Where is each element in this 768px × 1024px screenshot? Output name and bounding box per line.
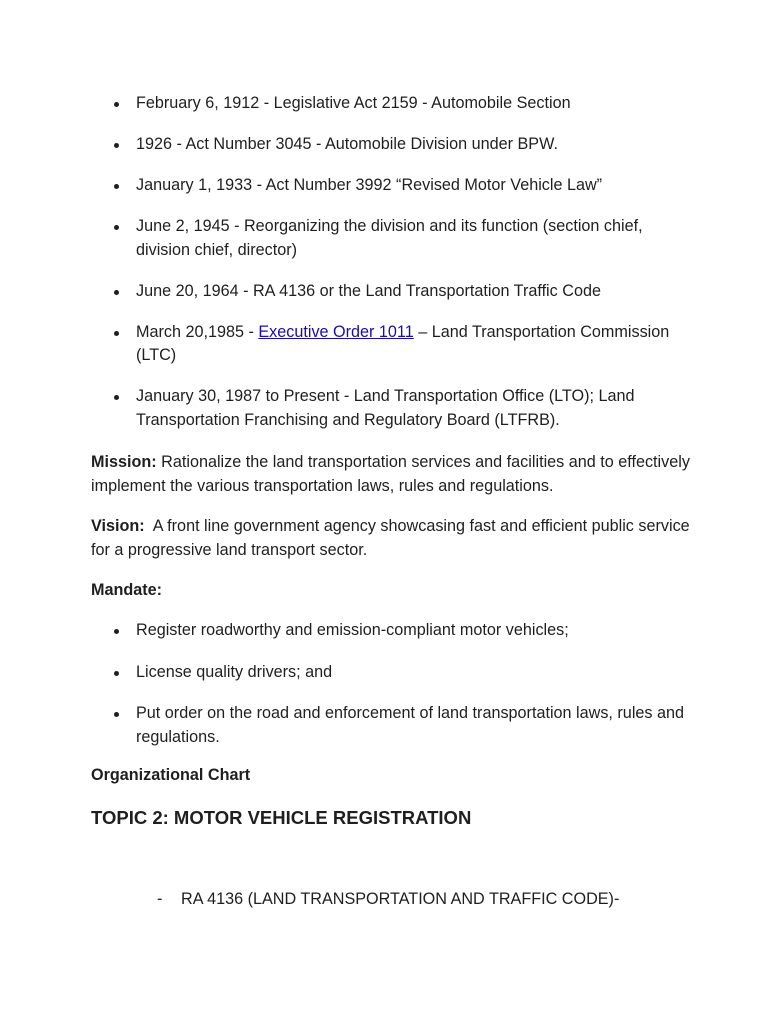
- vision-paragraph: [91, 514, 695, 562]
- history-item-suffix: – Land Transportation Commission (LTC): [136, 322, 670, 364]
- history-item-text: 1926 - Act Number 3045 - Automobile Division under BPW.: [136, 135, 558, 153]
- history-item-prefix: March 20,1985 -: [136, 322, 259, 341]
- dash-item-text: RA 4136 (LAND TRANSPORTATION AND TRAFFIC CODE)-: [181, 890, 620, 908]
- history-item-text: June 2, 1945 - Reorganizing the division and its function (section chief, division chief, director): [136, 217, 643, 259]
- history-item: [0, 215, 768, 262]
- history-item: [0, 133, 768, 157]
- history-list: [0, 92, 768, 450]
- history-item: [0, 385, 768, 432]
- dash-list-item: [157, 890, 619, 909]
- history-item-text: January 1, 1933 - Act Number 3992 “Revised Motor Vehicle Law”: [136, 176, 603, 194]
- mandate-item: [0, 619, 768, 643]
- mission-text: Rationalize the land transportation services and facilities and to effectively implement the various transportation laws, rules and regulations.: [91, 453, 690, 495]
- mandate-item-text: Put order on the road and enforcement of land transportation laws, rules and regulations.: [136, 704, 685, 746]
- vision-text: A front line government agency showcasing fast and efficient public service for a progressive land transport sector.: [91, 517, 695, 559]
- mandate-heading: [91, 578, 691, 602]
- history-item: [0, 92, 768, 116]
- history-item: [0, 174, 768, 198]
- mandate-item-text: License quality drivers; and: [136, 662, 333, 681]
- mandate-item-text: Register roadworthy and emission-compliant motor vehicles;: [136, 621, 569, 639]
- history-item-text: January 30, 1987 to Present - Land Transportation Office (LTO); Land Transportation Franchising and Regulatory Board (LTFRB).: [136, 387, 635, 429]
- dash-marker: -: [157, 890, 163, 908]
- vision-label: Vision:: [91, 517, 145, 535]
- history-item: [0, 321, 768, 368]
- mandate-item: [0, 661, 768, 685]
- mission-label: Mission:: [91, 453, 157, 471]
- mandate-item: [0, 702, 768, 749]
- mandate-label: Mandate:: [91, 581, 163, 599]
- mission-paragraph: [91, 450, 691, 498]
- history-item-text: June 20, 1964 - RA 4136 or the Land Transportation Traffic Code: [136, 281, 601, 300]
- executive-order-link[interactable]: Executive Order 1011: [258, 322, 414, 341]
- mandate-list: [0, 619, 768, 767]
- topic-heading: TOPIC 2: MOTOR VEHICLE REGISTRATION: [91, 807, 472, 828]
- history-item-text: February 6, 1912 - Legislative Act 2159 - Automobile Section: [136, 94, 571, 112]
- org-chart-heading: Organizational Chart: [91, 766, 251, 784]
- history-item: [0, 280, 768, 304]
